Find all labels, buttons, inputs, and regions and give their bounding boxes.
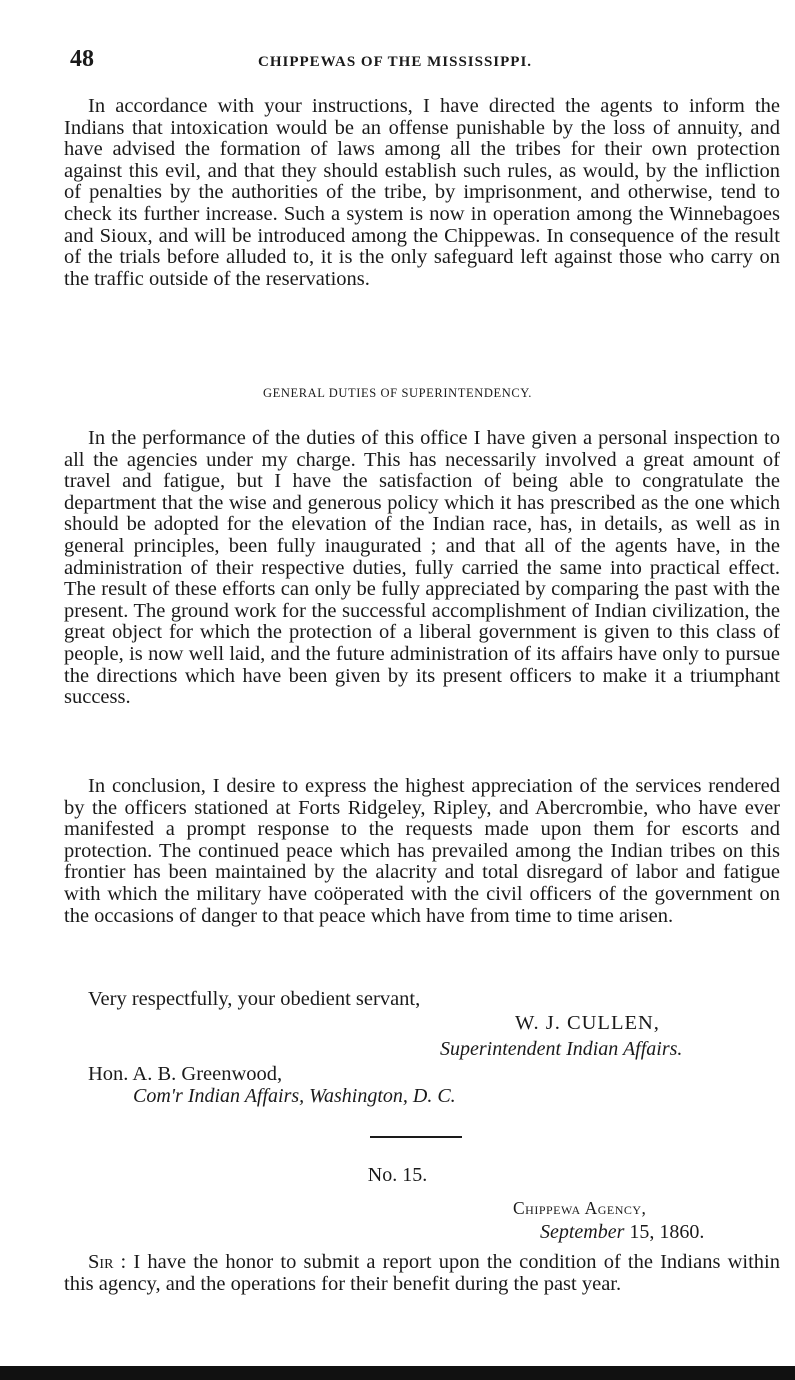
date-day-year: 15, 1860. [624,1221,705,1243]
addressee-title: Com'r Indian Affairs, Washington, D. C. [133,1085,456,1107]
paragraph-text: In conclusion, I desire to express the highest appreciation of the services rendered by the officers stationed at Forts Ridgeley, Ripley, and Abercrombie, who have ever manifested a prompt response to the requests made upon them for escorts and protection. The continued peace which has prevailed among the Indian tribes on this frontier has been maintained by the alacrity and total disregard of labor and fatigue with which the military have coöperated with the civil officers of the government on the occasions of danger to that peace which have from time to time arisen. [64,775,780,927]
paragraph-text: In the performance of the duties of this office I have given a personal inspection to all the agencies under my charge. This has necessarily involved a great amount of travel and fatigue, but I have the satisfaction of being able to congratulate the department that the wise and generous policy which it has prescribed as the one which should be adopted for the elevation of the Indian race, has, in details, as well as in general principles, been fully inaugurated ; and that all of the agents have, in the administration of their respective duties, fully carried the same into practical effect. The result of these efforts can only be fully appreciated by comparing the past with the present. The ground work for the successful accomplishment of Indian civilization, the great object for which the protection of a liberal government is given to this class of people, is now well laid, and the future administration of its affairs have only to pursue the directions which have been given by its present officers to make it a triumphant success. [64,427,780,709]
page-header [70,46,790,80]
paragraph-text: In accordance with your instructions, I have directed the agents to inform the Indians that intoxication would be an offense punishable by the loss of annuity, and have advised the formation of laws among all the tribes for their own protection against this evil, and that they should establish such rules, as would, by the infliction of penalties by the authorities of the tribe, by imprisonment, and otherwise, tend to check its further increase. Such a system is now in operation among the Winnebagoes and Sioux, and will be introduced among the Chippewas. In consequence of the result of the trials before alluded to, it is the only safeguard left against those who carry on the traffic outside of the reservations. [64,95,780,290]
salutation: Sir [88,1251,114,1273]
paragraph-report-intro [64,1252,780,1295]
section-heading: GENERAL DUTIES OF SUPERINTENDENCY. [262,386,532,400]
page-number: 48 [70,46,94,72]
agency-name: Chippewa Agency, [513,1198,647,1218]
running-title: CHIPPEWAS OF THE MISSISSIPPI. [258,54,533,70]
signature-name: W. J. CULLEN, [515,1012,660,1034]
scan-edge [0,1366,795,1380]
letter-date [540,1221,704,1244]
document-number: No. 15. [367,1164,428,1186]
paragraph-duties [64,428,780,709]
paragraph-intoxication [64,96,780,290]
section-divider [370,1136,462,1138]
paragraph-text [64,1252,780,1295]
report-intro-text: : I have the honor to submit a report upon the condition of the Indians within this agency, and the operations for their benefit during the past year. [64,1251,780,1295]
date-month: September [540,1221,625,1243]
closing-line: Very respectfully, your obedient servant, [88,988,421,1010]
signature-title: Superintendent Indian Affairs. [440,1038,683,1060]
paragraph-conclusion [64,776,780,927]
addressee-name: Hon. A. B. Greenwood, [88,1063,283,1085]
